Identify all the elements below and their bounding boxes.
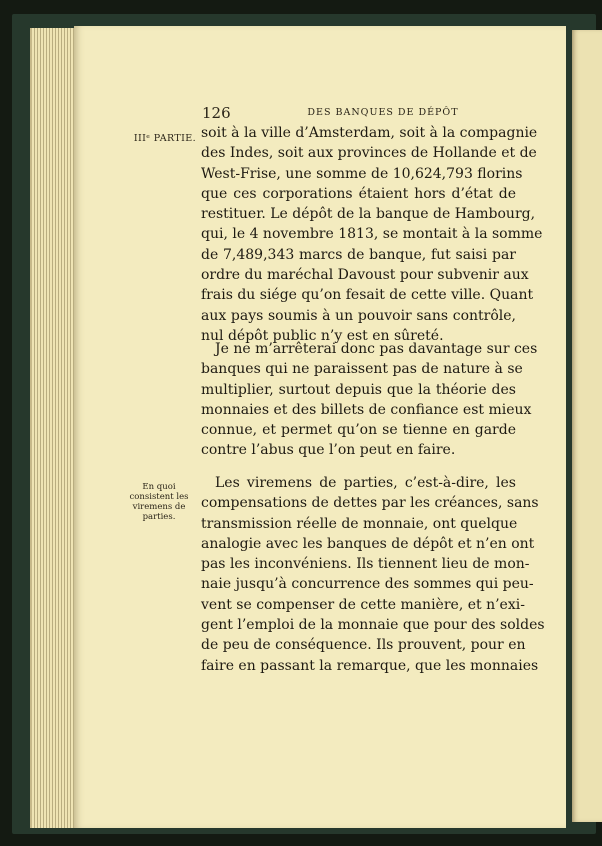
- text-line: pas les inconvéniens. Ils tiennent lieu de mon-: [201, 556, 530, 573]
- text-line: nul dépôt public n’y est en sûreté.: [201, 327, 444, 344]
- facing-page-edge: [572, 30, 602, 822]
- page-number: 126: [202, 104, 231, 122]
- text-line: analogie avec les banques de dépôt et n’en ont: [201, 535, 535, 552]
- text-line: gent l’emploi de la monnaie que pour des soldes: [201, 617, 545, 634]
- text-line: naie jusqu’à concurrence des sommes qui peu-: [201, 576, 534, 593]
- text-line: de 7,489,343 marcs de banque, fut saisi par: [201, 246, 516, 263]
- text-line: compensations de dettes par les créances, sans: [201, 495, 539, 512]
- margin-note-line: viremens de: [132, 502, 186, 512]
- text-line: monnaies et des billets de confiance est mieux: [201, 401, 532, 418]
- part-label: IIIᵉ PARTIE.: [133, 133, 196, 144]
- margin-note-line: parties.: [142, 512, 176, 522]
- text-line: Les viremens de parties, c’est-à-dire, les: [215, 475, 516, 491]
- text-line: qui, le 4 novembre 1813, se montait à la somme: [201, 226, 543, 243]
- running-head: DES BANQUES DE DÉPÔT: [307, 107, 459, 118]
- text-line: multiplier, surtout depuis que la théorie des: [201, 381, 516, 398]
- text-line: banques qui ne paraissent pas de nature à se: [201, 361, 523, 378]
- text-line: vent se compenser de cette manière, et n’exi-: [201, 596, 525, 613]
- text-line: faire en passant la remarque, que les monnaies: [201, 657, 539, 674]
- margin-note: [124, 482, 194, 522]
- page-header: [202, 104, 516, 124]
- paragraph-1: [201, 123, 543, 346]
- text-line: soit à la ville d’Amsterdam, soit à la compagnie: [201, 125, 538, 141]
- page-edges: [30, 28, 78, 828]
- text-line: frais du siége qu’on fesait de cette ville. Quant: [201, 287, 534, 304]
- text-line: de peu de conséquence. Ils prouvent, pour en: [201, 637, 526, 654]
- text-line: Je ne m’arrêterai donc pas davantage sur ces: [215, 341, 538, 357]
- text-line: contre l’abus que l’on peut en faire.: [201, 442, 456, 459]
- text-line: des Indes, soit aux provinces de Hollande et de: [201, 145, 537, 162]
- text-line: ordre du maréchal Davoust pour subvenir aux: [201, 267, 529, 284]
- paragraph-3: [201, 473, 545, 676]
- text-line: que ces corporations étaient hors d’état de: [201, 185, 516, 202]
- paragraph-2: [201, 339, 538, 461]
- text-line: aux pays soumis à un pouvoir sans contrôle,: [201, 307, 516, 324]
- text-line: West-Frise, une somme de 10,624,793 florins: [201, 165, 523, 182]
- text-line: connue, et permet qu’on se tienne en garde: [201, 422, 516, 439]
- text-line: restituer. Le dépôt de la banque de Hambourg,: [201, 206, 536, 223]
- margin-note-line: En quoi: [142, 482, 176, 492]
- margin-note-line: consistent les: [129, 492, 189, 502]
- text-line: transmission réelle de monnaie, ont quelque: [201, 515, 518, 532]
